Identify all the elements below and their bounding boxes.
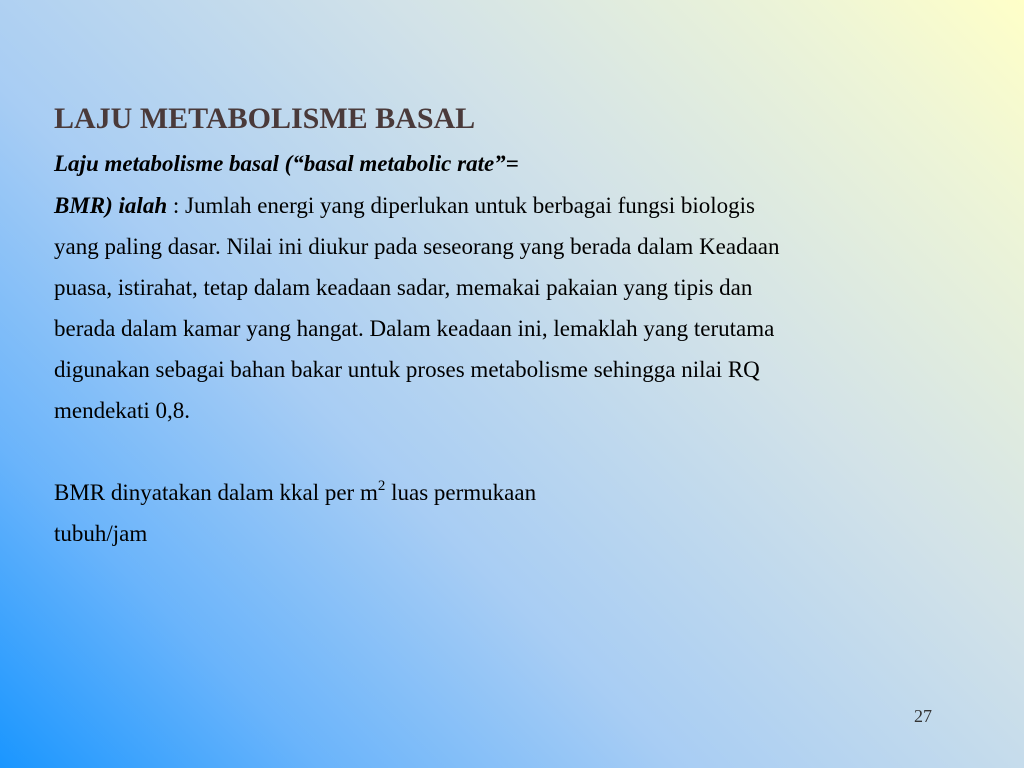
bmr-unit-line-2: tubuh/jam [54,521,148,546]
definition-text: : Jumlah energi yang diperlukan untuk berbagai fungsi biologis [167,193,756,218]
bmr-unit-line [54,478,536,508]
body-line-2: puasa, istirahat, tetap dalam keadaan sadar, memakai pakaian yang tipis dan [54,275,753,300]
body-line-3: berada dalam kamar yang hangat. Dalam keadaan ini, lemaklah yang terutama [54,316,775,341]
definition-line [54,191,755,221]
bmr-unit-superscript: 2 [377,478,386,495]
body-line-1: yang paling dasar. Nilai ini diukur pada seseorang yang berada dalam Keadaan [54,234,780,259]
slide-number: 27 [914,706,932,726]
bmr-unit-suffix: luas permukaan [385,480,537,505]
body-line-4: digunakan sebagai bahan bakar untuk proses metabolisme sehingga nilai RQ [54,357,760,382]
body-line-5: mendekati 0,8. [54,398,191,423]
bmr-unit-prefix: BMR dinyatakan dalam kkal per m [54,480,378,505]
slide-title: LAJU METABOLISME BASAL [54,102,476,135]
definition-term-line-1: Laju metabolisme basal (“basal metabolic rate”= [54,151,519,176]
definition-term-line-2: BMR) ialah [54,193,168,218]
